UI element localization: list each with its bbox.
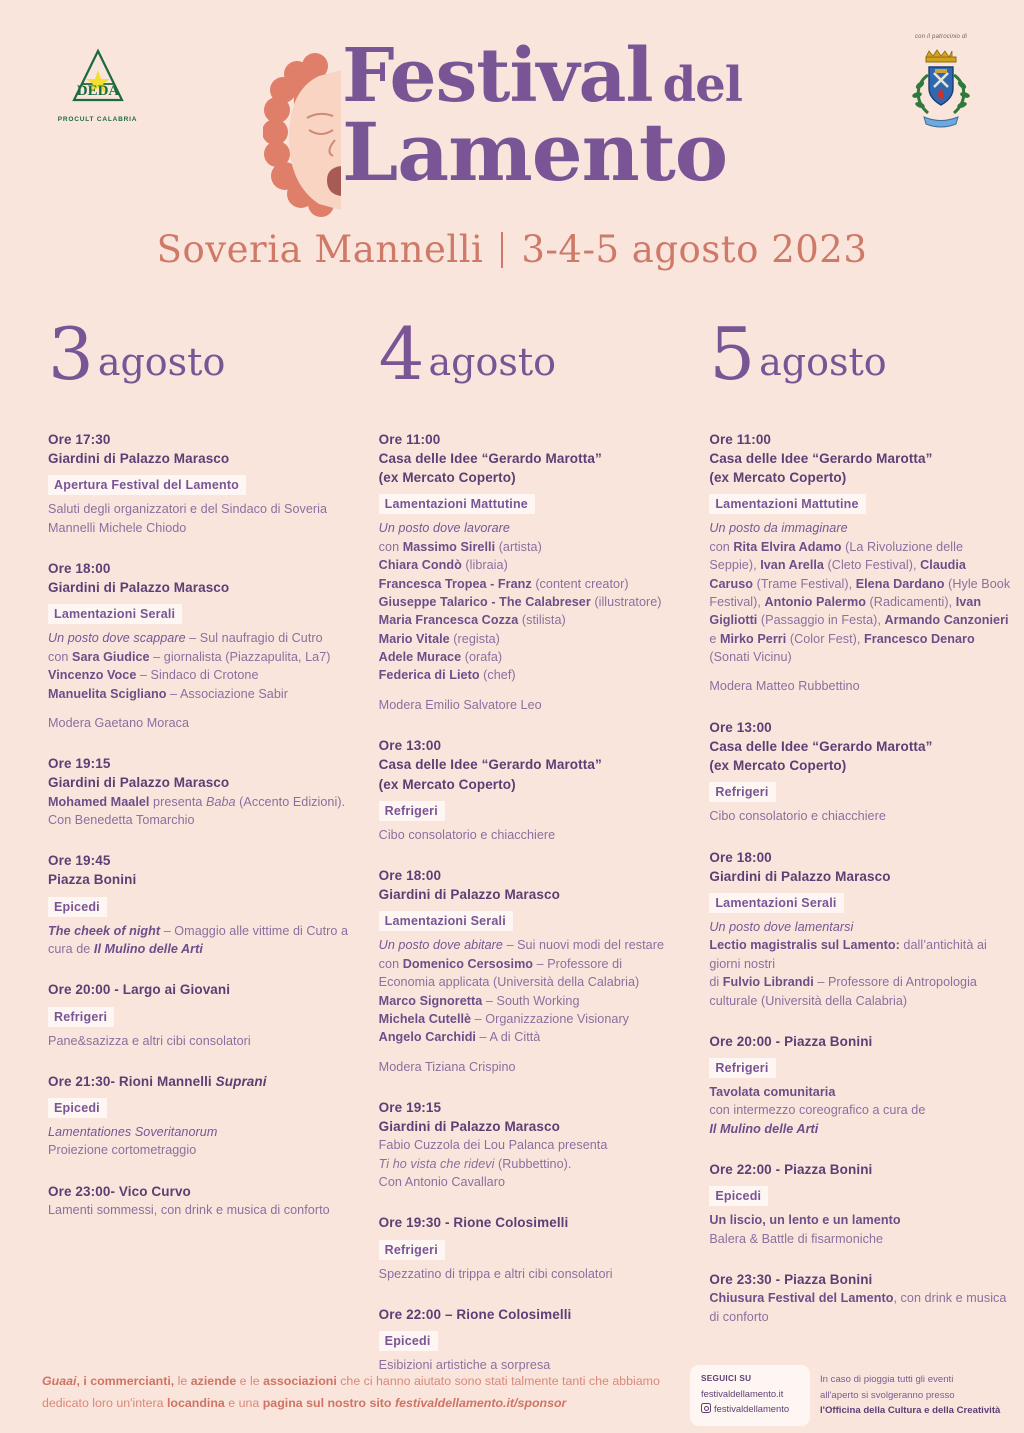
event-place: Casa delle Idee “Gerardo Marotta” (ex Mercato Coperto) [709,739,933,774]
title-line-1: Festival del [342,33,742,119]
deda-logo-caption: PROCULT CALABRIA [57,116,138,123]
day-heading-4 [378,312,682,396]
event-time: Ore 13:00 [709,719,772,735]
day-column-3 [48,312,363,1397]
event-badge: Refrigeri [379,801,445,821]
event-item [709,718,1012,826]
event-time: Ore 20:00 - Piazza Bonini [709,1033,873,1049]
event-badge: Epicedi [48,897,107,917]
event-place: Piazza Bonini [48,872,137,888]
day-month: agosto [759,340,887,384]
event-place: Giardini di Palazzo Marasco [48,580,230,596]
event-time: Ore 23:00- Vico Curvo [48,1183,191,1199]
event-item [379,1213,682,1283]
event-badge: Refrigeri [709,1058,775,1078]
event-item [379,1098,682,1191]
poster-header [0,0,1024,300]
day-column-4 [378,312,694,1397]
patronage-label: con il patrocinio di [914,34,968,40]
day-heading-3 [48,312,351,396]
day-column-5 [709,312,1024,1397]
event-time: Ore 19:45 [48,853,111,869]
event-badge: Epicedi [709,1186,768,1206]
event-time: Ore 11:00 [378,432,441,447]
festival-subtitle [0,228,1024,271]
event-item [709,1270,1012,1326]
event-badge: Epicedi [48,1098,107,1118]
day-number: 4 [378,312,425,396]
event-place: Giardini di Palazzo Marasco [378,887,560,903]
day-month: agosto [97,340,226,384]
event-item [48,851,351,958]
event-body: Lamentationes Soveritanorum Proiezione cortometraggio [48,1125,218,1158]
subtitle-dates: 3-4-5 agosto 2023 [521,228,868,271]
lamenting-face-illustration [263,52,383,227]
event-time: Ore 18:00 [48,561,111,577]
sponsor-note: Guaai, i commercianti, le aziende e le associazioni che ci hanno aiutato sono stati talmente tanti che abbiamo dedicato loro un'intera locandina e una pagina sul nostro sito festivaldellamento.it/sponsor [42,1374,660,1410]
event-body: Mohamed Maalel presenta Baba (Accento Edizioni). Con Benedetta Tomarchio [48,794,346,827]
event-item [48,980,351,1050]
event-body: Tavolata comunitaria con intermezzo coreografico a cura de Il Mulino delle Arti [709,1085,926,1136]
event-time: Ore 18:00 [709,849,772,865]
svg-text:DEDA: DEDA [76,83,119,99]
event-badge: Lamentazioni Serali [709,893,843,913]
event-badge: Refrigeri [709,782,775,802]
event-badge: Refrigeri [379,1240,445,1260]
event-body: Saluti degli organizzatori e del Sindaco di Soveria Mannelli Michele Chiodo [48,502,328,535]
event-time: Ore 11:00 [709,432,772,447]
event-badge: Lamentazioni Mattutine [379,494,535,514]
event-item [48,1072,351,1160]
event-body: Un posto dove abitare – Sui nuovi modi del restare con Domenico Cersosimo – Professore di Economia applicata (Università della Calabria) Marco Signoretta – South Working Michela Cutellè – Organizzazione Visionary Angelo Carchidi – A di Città Modera Tiziana Crispino [378,938,665,1074]
title-line-2: Lamento [342,105,728,200]
poster-footer [0,1355,1024,1433]
subtitle-divider [501,232,503,268]
follow-us-card[interactable] [690,1365,810,1426]
event-time: Ore 23:30 - Piazza Bonini [709,1272,873,1288]
event-time: Ore 13:00 [378,738,442,754]
event-body: Fabio Cuzzola dei Lou Palanca presenta Ti ho vista che ridevi (Rubbettino). Con Antonio Cavallaro [378,1138,608,1190]
event-time: Ore 22:00 - Piazza Bonini [709,1162,873,1178]
event-time: Ore 22:00 – Rione Colosimelli [378,1306,572,1322]
event-time: Ore 19:15 [48,756,111,772]
website-link[interactable]: festivaldellamento.it [701,1388,784,1399]
event-place: Casa delle Idee “Gerardo Marotta” (ex Mercato Coperto) [378,451,602,486]
event-item [379,866,682,1076]
event-item [48,559,351,732]
event-body: Esibizioni artistiche a sorpresa [378,1358,551,1373]
follow-us-title: SEGUICI SU [701,1374,752,1383]
event-time: Ore 19:15 [378,1100,442,1115]
event-time: Ore 18:00 [378,868,442,884]
event-place: Casa delle Idee “Gerardo Marotta” (ex Mercato Coperto) [709,451,933,486]
instagram-icon [701,1403,711,1413]
event-body: Cibo consolatorio e chiacchiere [709,809,886,824]
event-item [709,1032,1012,1138]
event-body: Chiusura Festival del Lamento, con drink e musica di conforto [709,1291,1007,1324]
event-body: Cibo consolatorio e chiacchiere [378,827,556,842]
event-time: Ore 19:30 - Rione Colosimelli [378,1215,569,1231]
event-body: Pane&sazizza e altri cibi consolatori [48,1033,251,1048]
event-body: Un posto dove scappare – Sul naufragio di Cutro con Sara Giudice – giornalista (Piazzapulita, La7) Vincenzo Voce – Sindaco di Crotone Manuelita Scigliano – Associazione Sabir Modera Gaetano Moraca [48,631,331,730]
event-body: Un posto dove lamentarsi Lectio magistralis sul Lamento: dall’antichità ai giorni nostri di Fulvio Librandi – Professore di Antropologia culturale (Università della Calabria) [709,920,987,1008]
event-item [48,430,351,537]
event-item [709,1160,1012,1248]
day-heading-5 [709,312,1012,396]
event-item [379,736,682,844]
event-body: Spezzatino di trippa e altri cibi consolatori [378,1266,613,1281]
day-number: 5 [709,312,756,396]
day-month: agosto [428,340,556,384]
event-place: Giardini di Palazzo Marasco [378,1119,560,1135]
event-place: Casa delle Idee “Gerardo Marotta” (ex Mercato Coperto) [378,757,602,792]
event-place: Giardini di Palazzo Marasco [48,775,230,791]
event-time: Ore 21:30- Rioni Mannelli Suprani [48,1073,267,1089]
event-body: Un posto da immaginare con Rita Elvira Adamo (La Rivoluzione delle Seppie), Ivan Arella (Cleto Festival), Claudia Caruso (Trame Festival), Elena Dardano (Hyle Book Festival), Antonio Palermo (Radicamenti), Ivan Gigliotti (Passaggio in Festa), Armando Canzonieri e Mirko Perri (Color Fest), Francesco Denaro (Sonati Vicinu) Modera Matteo Rubbettino [709,521,1011,694]
event-badge: Refrigeri [48,1007,114,1027]
rain-venue-note: In caso di pioggia tutti gli eventi all'aperto si svolgeranno presso l'Officina della Cultura e della Creatività [820,1374,1001,1417]
event-item [709,430,1012,696]
event-body: Un posto dove lavorare con Massimo Sirelli (artista) Chiara Condò (libraia) Francesca Tropea - Franz (content creator) Giuseppe Talarico - The Calabreser (illustratore) Maria Francesca Cozza (stilista) Mario Vitale (regista) Adele Murace (orafa) Federica di Lieto (chef) Modera Emilio Salvatore Leo [378,521,662,712]
event-item [709,848,1012,1010]
event-item [379,430,682,714]
event-place: Giardini di Palazzo Marasco [48,451,230,467]
instagram-handle[interactable]: festivaldellamento [701,1402,799,1417]
event-body: Un liscio, un lento e un lamento Balera & Battle di fisarmoniche [709,1213,901,1246]
day-number: 3 [48,312,94,396]
event-badge: Epicedi [379,1331,438,1351]
program-columns [0,312,1024,1397]
event-place: Giardini di Palazzo Marasco [709,868,891,884]
event-time: Ore 17:30 [48,432,111,447]
event-time: Ore 20:00 - Largo ai Giovani [48,982,231,998]
event-badge: Apertura Festival del Lamento [48,475,246,495]
event-item [48,754,351,829]
event-badge: Lamentazioni Serali [48,604,182,624]
subtitle-place: Soveria Mannelli [156,228,484,271]
event-body: Lamenti sommessi, con drink e musica di conforto [48,1202,330,1217]
event-item [48,1182,351,1220]
event-badge: Lamentazioni Serali [379,911,513,931]
event-badge: Lamentazioni Mattutine [709,494,865,514]
event-body: The cheek of night – Omaggio alle vittime di Cutro a cura de Il Mulino delle Arti [48,923,349,956]
